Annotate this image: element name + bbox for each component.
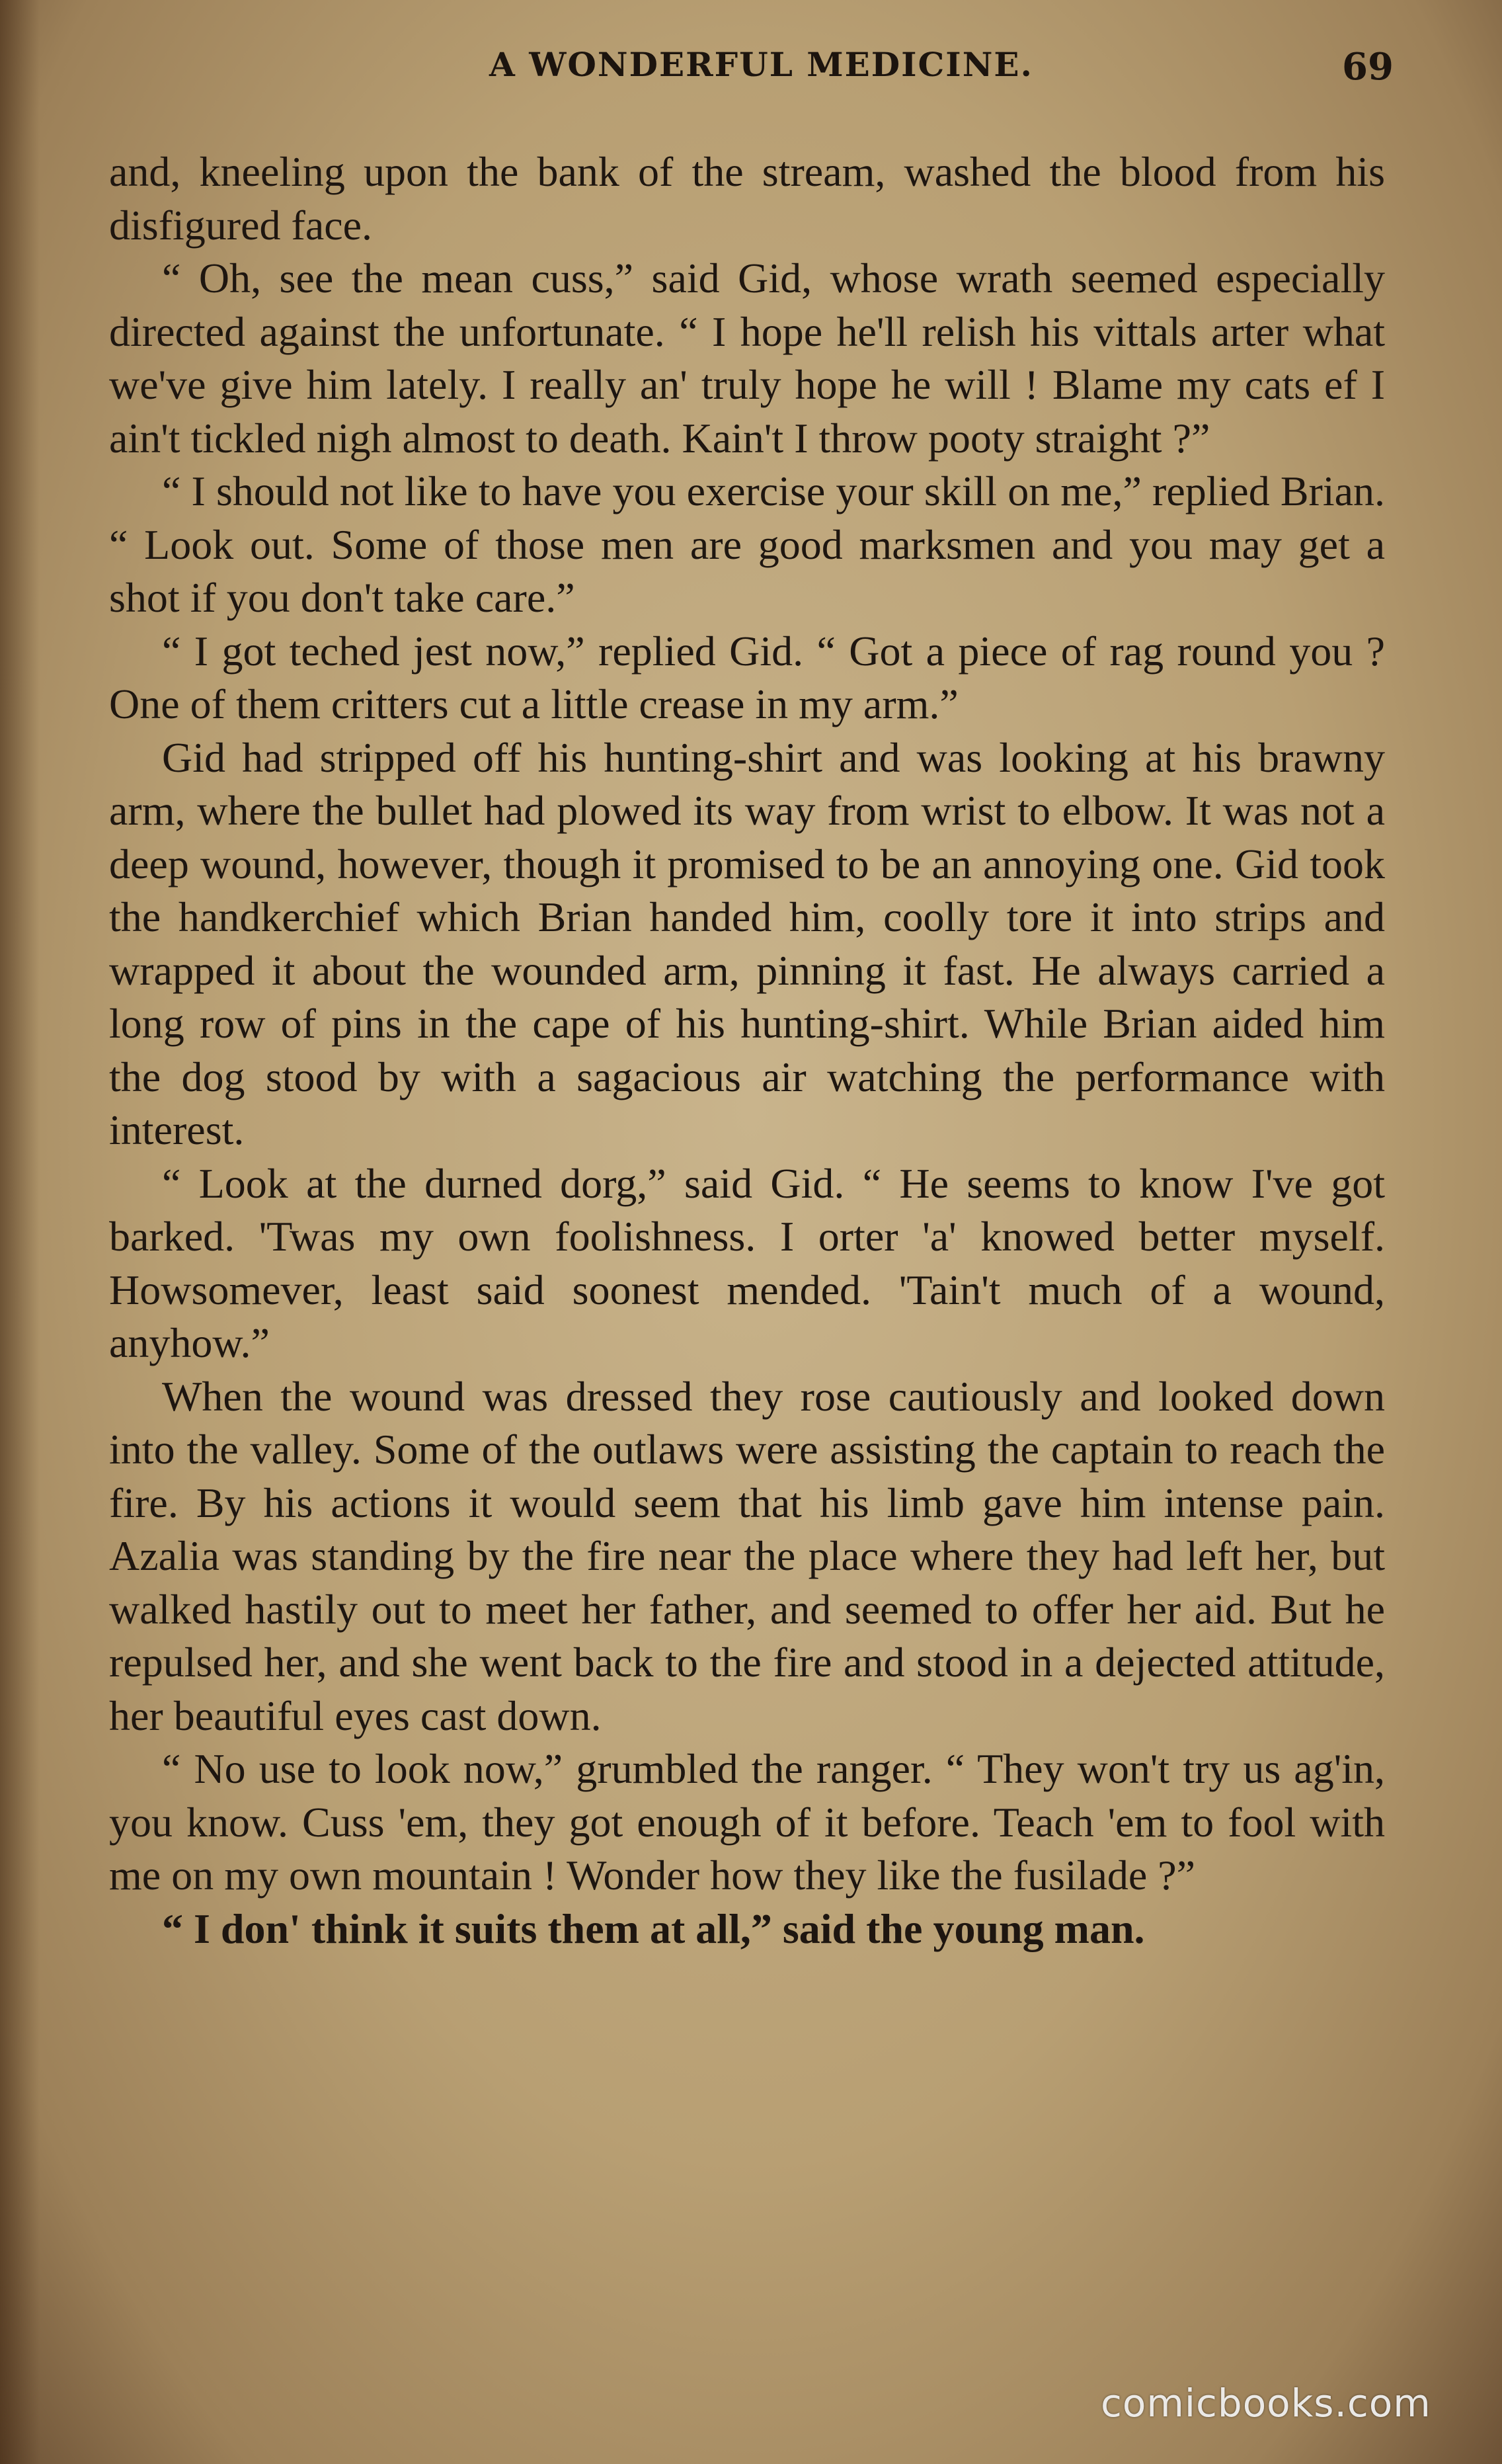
source-watermark: comicbooks.com [1101,2381,1431,2426]
page-number: 69 [1342,45,1394,89]
paragraph: “ No use to look now,” grumbled the ranger. “ They won't try us ag'in, you know. Cuss 'em, they got enough of it before. Teach 'em to fool with me on my own mountain ! Wonder how they like the fusilade ?” [109,1745,1385,1899]
paragraph: When the wound was dressed they rose cautiously and looked down into the valley. Some of the outlaws were assisting the captain to reach the fire. By his actions it would seem that his limb gave him intense pain. Azalia was standing by the fire near the place where they had left her, but walked hastily out to meet her father, and seemed to offer her aid. But he repulsed her, and she went back to the fire and stood in a dejected attitude, her beautiful eyes cast down. [109,1372,1385,1739]
paragraph: “ Oh, see the mean cuss,” said Gid, whose wrath seemed especially directed against the unfortunate. “ I hope he'll relish his vittals arter what we've give him lately. I really an' truly hope he will ! Blame my cats ef I ain't tickled nigh almost to death. Kain't I throw pooty straight ?” [109,255,1385,462]
paragraph: and, kneeling upon the bank of the stream, washed the blood from his disfigured face. [109,148,1385,249]
paragraph: “ I should not like to have you exercise your skill on me,” replied Brian. “ Look out. Some of those men are good marksmen and you may get a shot if you don't take care.” [109,468,1385,621]
paragraph: “ I don' think it suits them at all,” said the young man. [162,1905,1145,1952]
paragraph: “ I got teched jest now,” replied Gid. “ Got a piece of rag round you ? One of them critters cut a little crease in my arm.” [109,627,1385,727]
running-title: A WONDERFUL MEDICINE. [489,45,1033,84]
body-text [109,145,1385,1955]
paragraph: “ Look at the durned dorg,” said Gid. “ He seems to know I've got barked. 'Twas my own foolishness. I orter 'a' knowed better myself. Howsomever, least said soonest mended. 'Tain't much of a wound, anyhow.” [109,1159,1385,1366]
binding-shadow [0,0,40,2464]
paragraph: Gid had stripped off his hunting-shirt and was looking at his brawny arm, where the bullet had plowed its way from wrist to elbow. It was not a deep wound, however, though it promised to be an annoying one. Gid took the handkerchief which Brian handed him, coolly tore it into strips and wrapped it about the wounded arm, pinning it fast. He always carried a long row of pins in the cape of his hunting-shirt. While Brian aided him the dog stood by with a sagacious air watching the performance with interest. [109,733,1385,1153]
